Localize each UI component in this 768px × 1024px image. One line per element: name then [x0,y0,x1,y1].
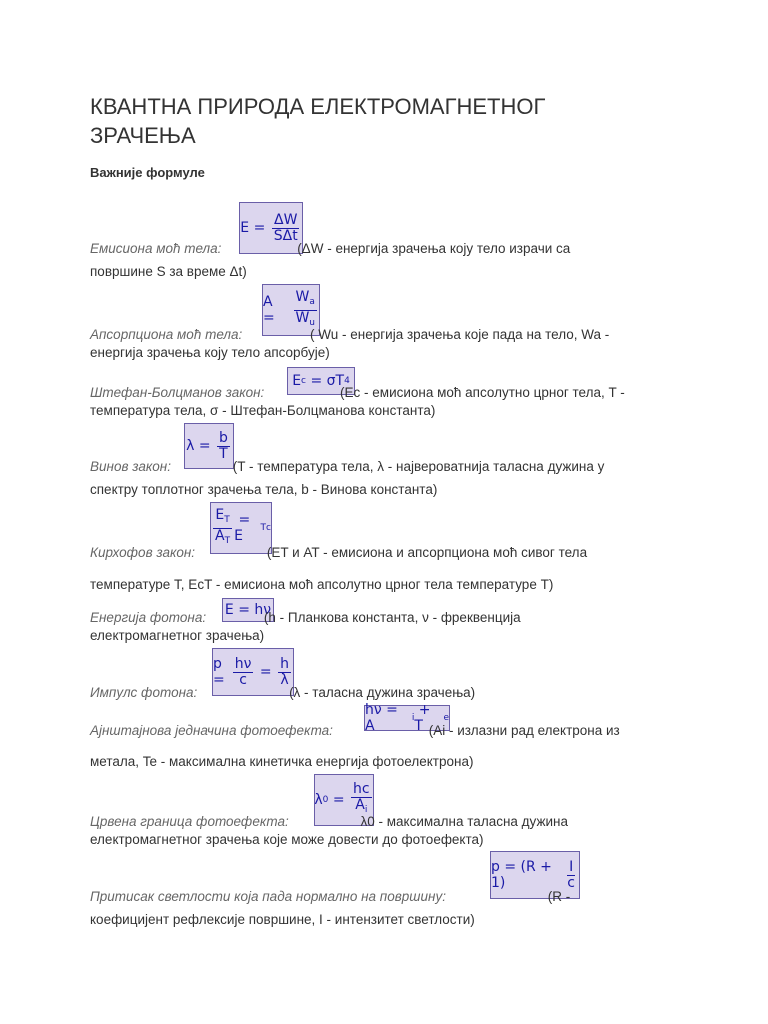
formula-desc: (R - [547,889,571,904]
formula-line [90,814,568,830]
formula-name: Емисиона моћ тела: [90,241,222,256]
formula-name: Импулс фотона: [90,685,198,700]
formula-line [90,723,620,739]
formula-desc: λ0 - максимална таласна дужина [360,814,568,829]
formula-line [90,545,587,561]
formula-desc-cont: метала, Te - максимална кинетичка енергија фотоелектрона) [90,754,474,769]
formula-einstein: hν = A i + T e [365,702,449,734]
formula-desc-cont: температуре T, EcT - емисиона моћ апсолутно црног тела температуре T) [90,577,554,592]
formula-desc: ( Wu - енергија зрачења које пада на тело, Wa - [310,327,610,342]
formula-desc-cont: електромагнетног зрачења које може довести до фотоефекта) [90,832,484,847]
formula-light-pressure: p = (R + 1) $\frac{I}{c}$ [490,851,580,899]
formula-kirchhoff: $\frac{E_T}{A_T}$ = E T c [210,502,272,554]
formula-desc-cont: спектру топлотног зрачења тела, b - Винова константа) [90,482,438,497]
formula-desc: (ΔW - енергија зрачења коју тело израчи са [297,241,571,256]
formula-line [90,459,604,475]
formula-line [90,385,625,401]
formula-name: Енергија фотона: [90,610,207,625]
formula-name: Винов закон: [90,459,171,474]
formula-line [90,610,521,626]
formula-desc: (Ec - емисиона моћ апсолутно црног тела, T - [340,385,625,400]
formula-desc: (Ai - излазни рад електрона из [428,723,620,738]
formula-name: Кирхофов закон: [90,545,196,560]
formula-desc: (T - температура тела, λ - највероватнија таласна дужина у [232,459,605,474]
formula-name: Ајнштајнова једначина фотоефекта: [90,723,333,738]
formula-red-limit: λ 0 = $\frac{hc}{A_i}$ [314,774,374,826]
formula-name: Црвена граница фотоефекта: [90,814,289,829]
formula-name: Штефан-Болцманов закон: [90,385,265,400]
formula-name: Апсорпциона моћ тела: [90,327,243,342]
formula-line [90,327,609,343]
formula-wien: λ = $\frac{b}{T}$ [184,423,234,469]
section-heading: Важније формуле [90,165,205,180]
formula-desc-cont: енергија зрачења коју тело апсорбује) [90,345,330,360]
formula-photon-energy: E = hν [222,598,274,622]
formula-desc-cont: површине S за време Δt) [90,264,247,279]
formula-line [90,685,475,701]
formula-desc-cont: температура тела, σ - Штефан-Болцманова константа) [90,403,436,418]
formula-desc-cont: електромагнетног зрачења) [90,628,265,643]
page-title: КВАНТНА ПРИРОДА ЕЛЕКТРОМАГНЕТНОГ ЗРАЧЕЊА [90,94,546,148]
formula-line [90,889,570,905]
formula-emission: E = $\frac{\Delta W}{\text{SΔt}}$ [239,202,303,254]
formula-desc: (λ - таласна дужина зрачења) [289,685,476,700]
formula-absorption: A = $\frac{W_a}{W_u}$ [262,284,320,336]
formula-desc-cont: коефицијент рефлексије површине, I - интензитет светлости) [90,912,475,927]
formula-desc: (ET и AT - емисиона и апсорпциона моћ сивог тела [266,545,588,560]
formula-photon-momentum: p = $\frac{h\nu}{c}$ = $\frac{h}{\lambda}$ [212,648,294,696]
formula-name: Притисак светлости која пада нормално на површину: [90,889,446,904]
formula-line [90,241,570,257]
formula-desc: (h - Планкова константа, ν - фреквенција [263,610,521,625]
formula-stefan-boltzmann: E c = σT 4 [287,367,355,395]
